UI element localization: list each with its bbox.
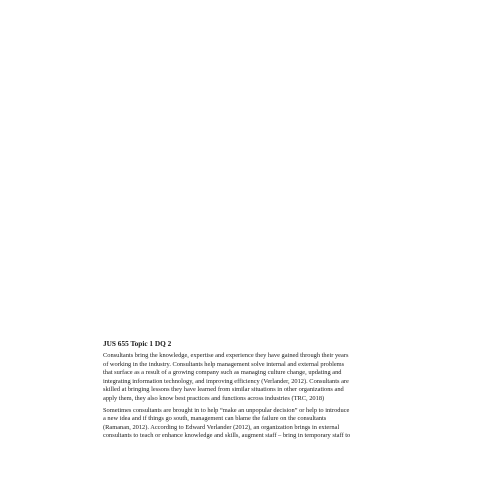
paragraph-line: skilled at bringing lessons they have learned from similar situations in other organizations and — [103, 386, 344, 394]
paragraph-line: that surface as a result of a growing company such as managing culture change, updating and — [103, 369, 342, 377]
paragraph-line: consultants to teach or enhance knowledge and skills, augment staff – bring in temporary staff to — [103, 432, 351, 440]
document-heading: JUS 655 Topic 1 DQ 2 — [103, 339, 172, 348]
document-body — [103, 339, 403, 444]
paragraph-1 — [103, 352, 403, 404]
paragraph-line: apply them, they also know best practices and functions across industries (TRC, 2018) — [103, 394, 325, 402]
paragraph-line: Sometimes consultants are brought in to help “make an unpopular decision” or help to introduce — [103, 406, 350, 414]
paragraph-line: integrating information technology, and improving efficiency (Verlander, 2012). Consultants are — [103, 377, 349, 385]
paragraph-line: of working in the industry. Consultants help management solve internal and external problems — [103, 360, 345, 368]
paragraph-line: (Ramanan, 2012). According to Edward Verlander (2012), an organization brings in external — [103, 423, 340, 431]
paragraph-line: a new idea and if things go south, management can blame the failure on the consultants — [103, 415, 327, 423]
paragraph-line: Consultants bring the knowledge, expertise and experience they have gained through their years — [103, 352, 349, 359]
paragraph-2 — [103, 407, 403, 441]
